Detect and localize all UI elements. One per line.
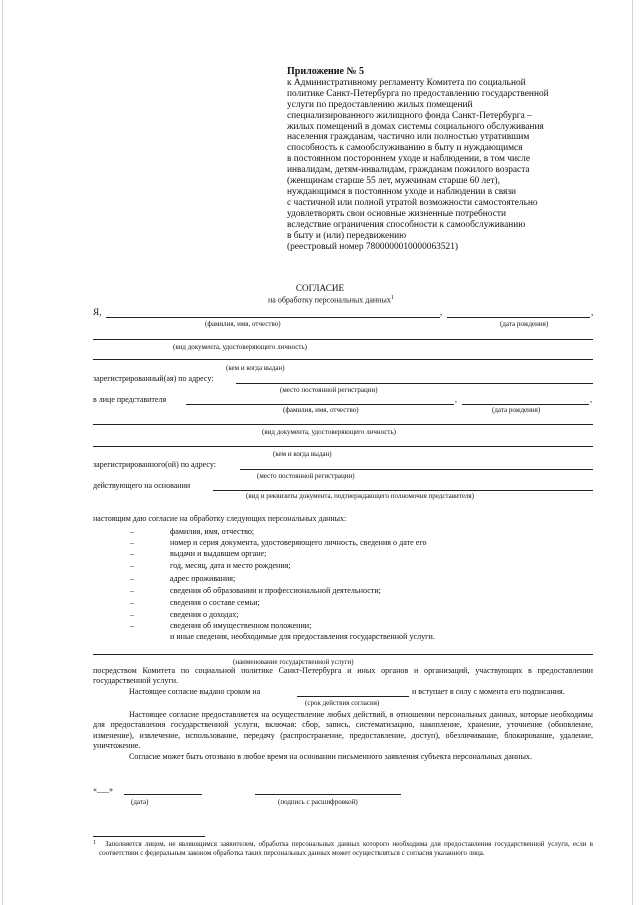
- document-page: Приложение № 5 к Административному регламенту Комитета по социальной политике Санкт-Петербурга по предоставлению государственной услуги по предоставлению жилых помещений специализированного жилищного фонда Санкт-Петербурга – жилых помещений в домах системы социального обслуживания населения гражданам, частично или полностью утратившим способность к самообслуживанию в быту и нуждающимся в постоянном постороннем уходе и наблюдении, в том числе инвалидам, детям-инвалидам, гражданам пожилого возраста (женщинам старше 55 лет, мужчинам старше 60 лет), нуждающимся в постоянном уходе и наблюдении в связи с частичной или полной утратой возможности самостоятельно удовлетворять свои основные жизненные потребности вследствие ограничения способности к самообслуживанию в быту и (или) передвижению (реестровый номер 7800000010000063521) СОГЛАСИЕ на обработку персональных данных$^1$ Я, , , (фамилия, имя, отчество) (дата рождения) (вид документа, удостоверяющего личность) (кем и когда выдан) зарегистрированный(ая) по адресу: (место постоянной регистрации) в лице представителя , , (фамилия, имя, отчество) (дата рождения) (вид документа, удостоверяющего личность) (кем и когда выдан) зарегистрированного(ой) по адресу: (место постоянной регистрации) действующего на основании (вид и реквизиты документа, подтверждающего полномочия представителя) настоящим даю согласие на обработку следующих персональных данных: – фамилия, имя, отчество; – номер и серия документа, удостоверяющего личность, сведения о дате его – выдачи и выдавшем органе; – год, месяц, дата и место рождения; – адрес проживания; – сведения об образовании и профессиональной деятельности; – сведения о составе семьи; – сведения о доходах; – сведения об имущественном положении; и иные сведения, необходимые для предоставления государственной услуги. (наименование государственной услуги) посредством Комитета по социальной политике Санкт-Петербурга и иных органов и организаций, участвующих в предоставлении государственной услуги. Настоящее согласие выдано сроком на и вступает в силу с момента его подписания. (срок действия согласия) Настоящее согласие предоставляется на осуществление любых действий, в отношении персональных данных, которые необходимы для предоставления государственной услуги, включая: сбор, запись, систематизацию, накопление, хранение, уточнение (обновление, изменение), извлечение, использование, передачу (распространение, предоставление, доступ), обезличивание, блокирование, удаление, уничтожение. Согласие может быть отозвано в любое время на основании письменного заявления субъекта персональных данных. «___» (дата) (подпись с расшифровкой) 1 Заполняется лицом, не являющимся заявителем, обработка персональных данных которого необходима для предоставления государственной услуги, если в соответствии с федеральным законом обработка таких персональных данных может осуществляться с согласия указанного лица.: [0, 0, 640, 905]
- appendix-header: [287, 67, 617, 252]
- footnote-text: Заполняется лицом, не являющимся заявителем, обработка персональных данных которого необходима для предоставления государственной услуги, если в соответствии с федеральным законом обработка таких персональных данных может осуществляться с согласия указанного лица.: [99, 840, 593, 857]
- fio-field[interactable]: [106, 317, 440, 318]
- appendix-line: в постоянном постороннем уходе и наблюдении, в том числе: [287, 154, 531, 165]
- issued-by-field[interactable]: [93, 359, 593, 360]
- appendix-line: удовлетворять свои основные жизненные потребности: [287, 208, 507, 219]
- appendix-line: нуждающимся в постоянном уходе и наблюдении в связи: [287, 186, 517, 197]
- list-item: и иные сведения, необходимые для предоставления государственной услуги.: [170, 632, 435, 641]
- scan-edge-left: [2, 0, 3, 905]
- date-field[interactable]: [124, 794, 202, 795]
- rep-fio-caption: (фамилия, имя, отчество): [283, 406, 359, 414]
- appendix-line: в быту и (или) передвижению: [287, 230, 407, 241]
- appendix-line: (женщинам старше 55 лет, мужчинам старше 60 лет),: [287, 176, 500, 187]
- appendix-line: населения гражданам, частично или полностью утратившим: [287, 132, 530, 143]
- para-2: Настоящее согласие предоставляется на осуществление любых действий, в отношении персональных данных, которые необходимы для предоставления государственной услуги, включая: сбор, запись, систематизацию, накопление, хранение, уточнение (обновление, изменение), извлечение, использование, передачу (распространение, предоставление, доступ), обезличивание, блокирование, удаление, уничтожение.: [93, 710, 593, 751]
- consent-title: СОГЛАСИЕ: [295, 283, 345, 293]
- signature-field[interactable]: [255, 794, 401, 795]
- footnote-mark: 1: [93, 840, 96, 846]
- appendix-line: с частичной или полной утратой возможности самостоятельно: [287, 197, 538, 208]
- rep-label: в лице представителя: [93, 395, 167, 404]
- rep-issued-caption: (кем и когда выдан): [273, 450, 332, 458]
- consent-intro: настоящим даю согласие на обработку следующих персональных данных:: [93, 514, 347, 523]
- appendix-line: услуги по предоставлению жилых помещений: [287, 99, 473, 110]
- rep-residence-caption: (место постоянной регистрации): [257, 472, 355, 480]
- para-1: посредством Комитета по социальной политике Санкт-Петербурга и иных органов и организаций, участвующих в предоставлении государственной услуги.: [93, 666, 593, 686]
- scan-edge-right: [632, 0, 633, 905]
- date-open: «___»: [93, 785, 113, 794]
- appendix-line: специализированного жилищного фонда Санкт-Петербурга –: [287, 110, 532, 121]
- residence-caption: (место постоянной регистрации): [280, 386, 378, 394]
- service-name-field[interactable]: [93, 654, 593, 655]
- rep-fio-field[interactable]: [186, 404, 454, 405]
- registered-label: зарегистрированный(ая) по адресу:: [93, 374, 214, 383]
- rep-registered-label: зарегистрированного(ой) по адресу:: [93, 460, 216, 469]
- birth-date-field[interactable]: [447, 317, 590, 318]
- basis-label: действующего на основании: [93, 481, 191, 490]
- term-field[interactable]: [297, 696, 409, 697]
- appendix-line: вследствие ограничения способности к самообслуживанию: [287, 219, 526, 230]
- consent-subtitle-text: на обработку персональных данных: [268, 295, 391, 305]
- birth-caption: (дата рождения): [500, 320, 549, 328]
- rep-birth-caption: (дата рождения): [492, 406, 541, 414]
- term-caption: (срок действия согласия): [305, 699, 380, 707]
- footnote-ref: 1: [390, 295, 394, 301]
- issued-caption: (кем и когда выдан): [226, 364, 285, 372]
- appendix-line: политике Санкт-Петербурга по предоставлению государственной: [287, 88, 549, 99]
- appendix-line: жилых помещений в домах системы социального обслуживания: [287, 121, 544, 132]
- date-caption: (дата): [131, 798, 149, 806]
- rep-address-field[interactable]: [240, 469, 593, 470]
- basis-field[interactable]: [213, 490, 593, 491]
- rep-birth-date-field[interactable]: [462, 404, 589, 405]
- rep-issued-by-field[interactable]: [93, 446, 593, 447]
- appendix-line: инвалидам, детям-инвалидам, гражданам пожилого возраста: [287, 165, 530, 176]
- rep-id-document-field[interactable]: [93, 424, 593, 425]
- rep-doc-caption: (вид документа, удостоверяющего личность): [262, 428, 397, 436]
- term-suffix: и вступает в силу с момента его подписания.: [412, 687, 565, 696]
- appendix-title: Приложение № 5: [287, 66, 365, 77]
- doc-caption: (вид документа, удостоверяющего личность): [173, 343, 308, 351]
- term-prefix: Настоящее согласие выдано сроком на: [129, 687, 261, 696]
- sign-caption: (подпись с расшифровкой): [278, 798, 358, 806]
- para-3: Согласие может быть отозвано в любое время на основании письменного заявления субъекта персональных данных.: [129, 752, 532, 761]
- footnote-divider: [93, 836, 205, 837]
- appendix-line: к Административному регламенту Комитета по социальной: [287, 77, 526, 88]
- agency-caption: (наименование государственной услуги): [233, 658, 354, 666]
- fio-caption: (фамилия, имя, отчество): [205, 320, 281, 328]
- appendix-line: способность к самообслуживанию в быту и нуждающимся: [287, 143, 523, 154]
- appendix-line: (реестровый номер 7800000010000063521): [287, 241, 459, 252]
- i-label: Я,: [93, 307, 102, 317]
- basis-caption: (вид и реквизиты документа, подтверждающего полномочия представителя): [246, 492, 474, 500]
- consent-subtitle: [268, 293, 394, 306]
- id-document-field[interactable]: [93, 339, 593, 340]
- address-field[interactable]: [236, 383, 593, 384]
